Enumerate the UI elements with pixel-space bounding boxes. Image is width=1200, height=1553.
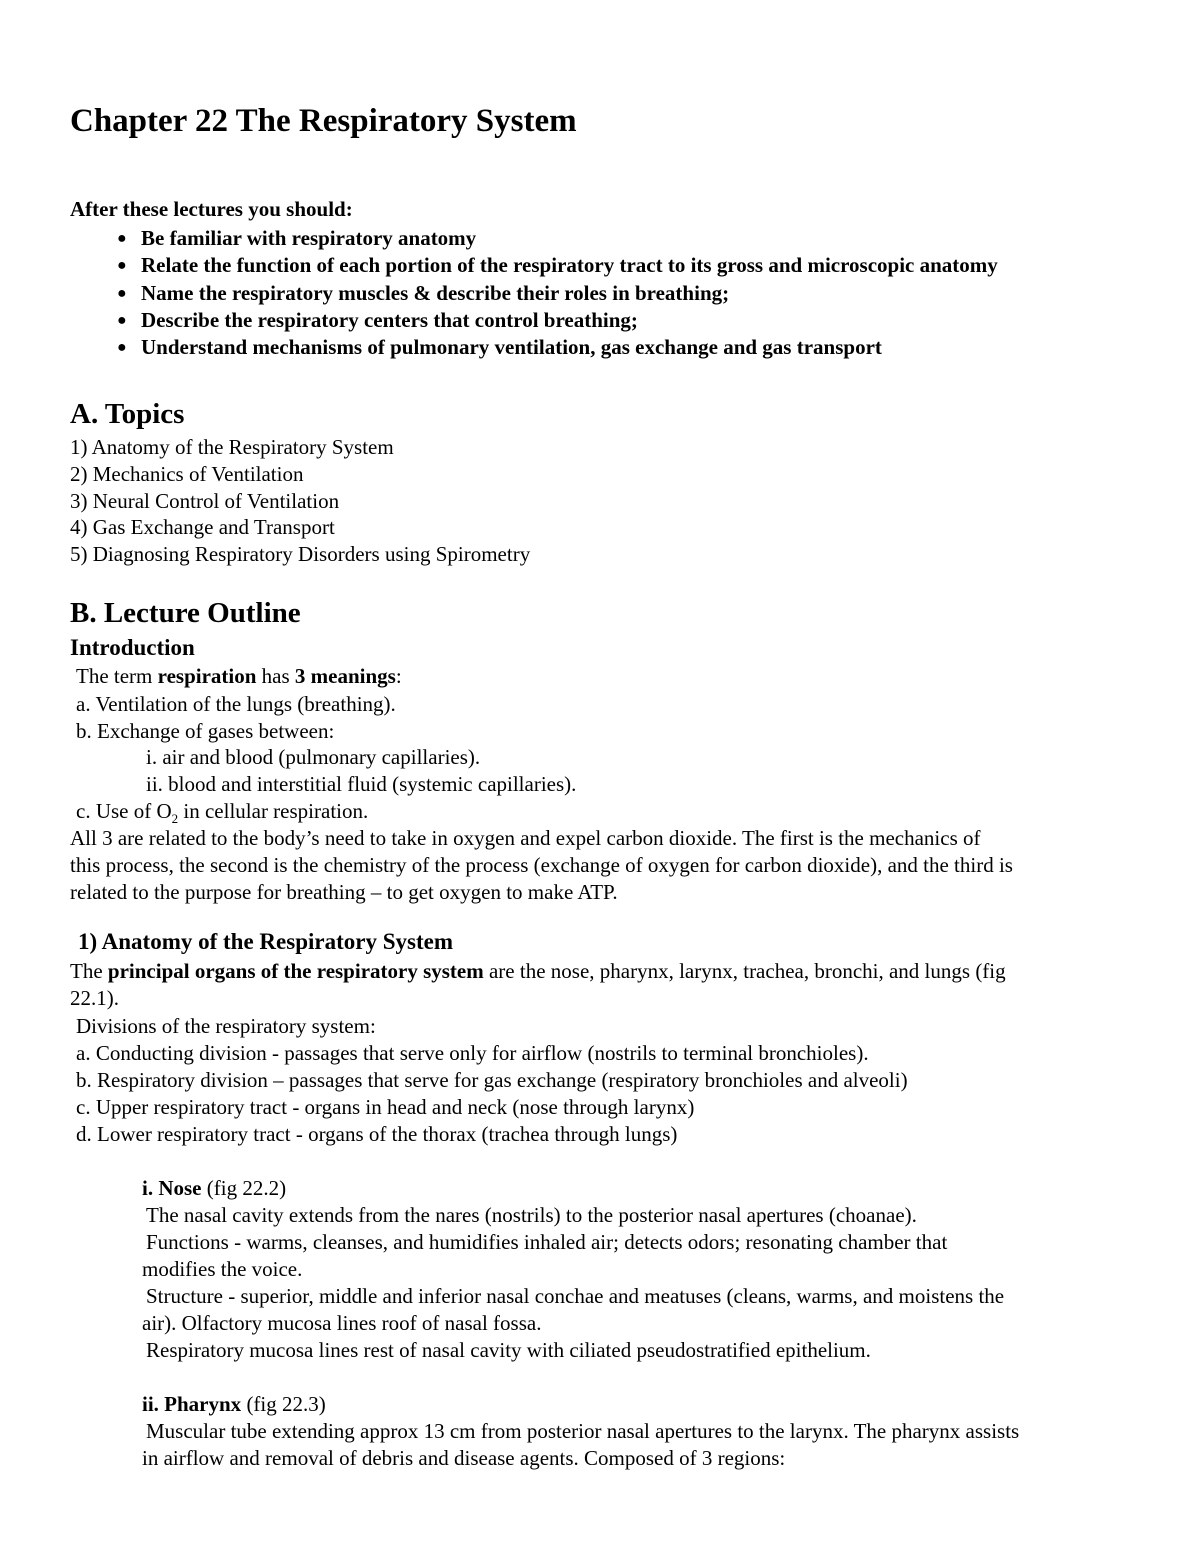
topic-item: 2) Mechanics of Ventilation xyxy=(70,462,304,486)
bullet-icon: ● xyxy=(117,285,127,302)
bullet-icon: ● xyxy=(117,312,127,329)
nose-line: Structure - superior, middle and inferior nasal conchae and meatuses (cleans, warms, and moistens the xyxy=(146,1284,1005,1308)
nose-heading xyxy=(142,1175,286,1202)
text: are the nose, pharynx, larynx, trachea, bronchi, and lungs (fig xyxy=(483,959,1006,983)
meaning-a: a. Ventilation of the lungs (breathing). xyxy=(76,692,396,716)
term-bold: 3 meanings xyxy=(294,664,396,688)
meaning-b: b. Exchange of gases between: xyxy=(76,719,335,743)
topics-heading: A. Topics xyxy=(70,398,185,430)
meaning-b-i: i. air and blood (pulmonary capillaries). xyxy=(146,745,481,769)
divisions-intro: Divisions of the respiratory system: xyxy=(76,1014,376,1038)
pharynx-heading xyxy=(142,1391,326,1418)
bullet-icon: ● xyxy=(117,257,127,274)
topic-item: 3) Neural Control of Ventilation xyxy=(70,489,340,513)
list-item-text: Describe the respiratory centers that control breathing; xyxy=(141,308,638,332)
list-item-text: Relate the function of each portion of the respiratory tract to its gross and microscopic anatomy xyxy=(141,253,998,277)
intro-paragraph-line: All 3 are related to the body’s need to take in oxygen and expel carbon dioxide. The first is the mechanics of xyxy=(70,826,981,850)
text: has xyxy=(256,664,295,688)
bullet-icon: ● xyxy=(117,230,127,247)
anatomy-heading: 1) Anatomy of the Respiratory System xyxy=(78,929,453,954)
text: The xyxy=(70,959,108,983)
text: (fig 22.3) xyxy=(241,1392,326,1416)
nose-line: modifies the voice. xyxy=(142,1257,303,1281)
intro-paragraph-line: this process, the second is the chemistry of the process (exchange of oxygen for carbon dioxide), and the third is xyxy=(70,853,1013,877)
introduction-heading: Introduction xyxy=(70,635,195,660)
heading-bold: ii. Pharynx xyxy=(142,1392,242,1416)
pharynx-line: in airflow and removal of debris and disease agents. Composed of 3 regions: xyxy=(142,1446,786,1470)
outline-heading: B. Lecture Outline xyxy=(70,597,301,629)
bullet-icon: ● xyxy=(117,339,127,356)
division-item: c. Upper respiratory tract - organs in head and neck (nose through larynx) xyxy=(76,1095,695,1119)
topic-item: 5) Diagnosing Respiratory Disorders using Spirometry xyxy=(70,542,531,566)
division-item: a. Conducting division - passages that serve only for airflow (nostrils to terminal bronchioles). xyxy=(76,1041,869,1065)
term-bold: respiration xyxy=(157,664,257,688)
page-title: Chapter 22 The Respiratory System xyxy=(70,103,577,139)
term-bold: principal organs of the respiratory system xyxy=(107,959,484,983)
anatomy-paragraph xyxy=(70,958,1006,985)
respiration-definition xyxy=(76,663,402,690)
list-item-text: Understand mechanisms of pulmonary ventilation, gas exchange and gas transport xyxy=(141,335,882,359)
text: c. Use of O xyxy=(76,799,172,823)
text: (fig 22.2) xyxy=(201,1176,287,1200)
meaning-b-ii: ii. blood and interstitial fluid (systemic capillaries). xyxy=(146,772,577,796)
topic-item: 1) Anatomy of the Respiratory System xyxy=(70,435,394,459)
pharynx-line: Muscular tube extending approx 13 cm from posterior nasal apertures to the larynx. The pharynx assists xyxy=(146,1419,1020,1443)
nose-line: air). Olfactory mucosa lines roof of nasal fossa. xyxy=(142,1311,542,1335)
objectives-heading: After these lectures you should: xyxy=(70,197,353,221)
nose-line: Respiratory mucosa lines rest of nasal cavity with ciliated pseudostratified epithelium. xyxy=(146,1338,871,1362)
text: : xyxy=(395,664,402,688)
topic-item: 4) Gas Exchange and Transport xyxy=(70,515,335,539)
subscript: 2 xyxy=(171,811,179,827)
nose-line: Functions - warms, cleanses, and humidifies inhaled air; detects odors; resonating chamber that xyxy=(146,1230,948,1254)
division-item: d. Lower respiratory tract - organs of the thorax (trachea through lungs) xyxy=(76,1122,678,1146)
heading-bold: i. Nose xyxy=(142,1176,202,1200)
intro-paragraph-line: related to the purpose for breathing – to get oxygen to make ATP. xyxy=(70,880,618,904)
anatomy-paragraph-line: 22.1). xyxy=(70,986,119,1010)
division-item: b. Respiratory division – passages that serve for gas exchange (respiratory bronchioles and alveoli) xyxy=(76,1068,908,1092)
meaning-c xyxy=(76,798,368,825)
text: The term xyxy=(76,664,158,688)
list-item-text: Name the respiratory muscles & describe their roles in breathing; xyxy=(141,281,730,305)
text: in cellular respiration. xyxy=(178,799,369,823)
list-item-text: Be familiar with respiratory anatomy xyxy=(141,226,477,250)
nose-line: The nasal cavity extends from the nares (nostrils) to the posterior nasal apertures (choanae). xyxy=(146,1203,917,1227)
